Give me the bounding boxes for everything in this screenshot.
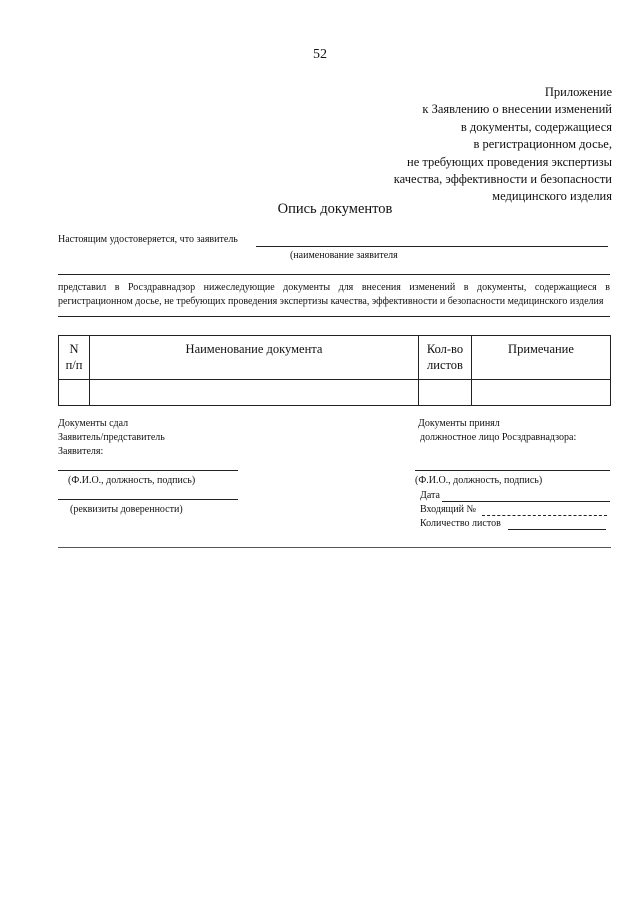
sheet-count-line	[508, 529, 606, 530]
official-label: должностное лицо Росздравнадзора:	[420, 432, 577, 443]
documents-table	[58, 335, 611, 406]
appendix-line: в регистрационном досье,	[473, 137, 612, 152]
certify-text: Настоящим удостоверяется, что заявитель	[58, 234, 238, 245]
appendix-line: в документы, содержащиеся	[460, 119, 612, 134]
applicant-name-line	[256, 246, 608, 247]
date-label: Дата	[420, 490, 440, 501]
appendix-line: медицинского изделия	[492, 189, 612, 204]
document-title: Опись документов	[277, 201, 393, 217]
power-of-attorney-line	[58, 499, 238, 500]
applicant-caption: (наименование заявителя	[290, 250, 398, 261]
submission-paragraph: представил в Росздравнадзор нижеследующие документы для внесения изменений в документы, содержащиеся в регистрационном досье, не требующих проведения экспертизы качества, эффективности и безопасности медицинского изделия	[58, 282, 610, 307]
header-document-name: Наименование документа	[90, 336, 419, 380]
cell-note	[472, 380, 611, 406]
power-of-attorney-caption: (реквизиты доверенности)	[70, 504, 183, 515]
date-line	[442, 501, 610, 502]
header-count-line1: Кол-во	[426, 342, 464, 356]
cell-sheet-count	[419, 380, 472, 406]
received-label: Документы принял	[418, 418, 500, 429]
header-count-line2: листов	[427, 358, 463, 372]
table-row	[59, 380, 611, 406]
header-number-line1: N	[69, 342, 79, 356]
appendix-line: не требующих проведения экспертизы	[407, 154, 612, 169]
right-fio-caption: (Ф.И.О., должность, подпись)	[415, 475, 543, 486]
submitted-label: Документы сдал	[58, 418, 129, 429]
incoming-number-line	[482, 515, 607, 516]
sheet-count-label: Количество листов	[420, 518, 501, 529]
cell-number	[59, 380, 90, 406]
left-signature-line	[58, 470, 238, 471]
right-signature-line	[415, 470, 610, 471]
cell-document-name	[90, 380, 419, 406]
applicant-label: Заявителя:	[58, 446, 104, 457]
appendix-line: к Заявлению о внесении изменений	[422, 102, 612, 117]
appendix-line: качества, эффективности и безопасности	[393, 172, 612, 187]
header-number-line2: п/п	[65, 358, 83, 372]
header-number	[59, 336, 90, 380]
header-note: Примечание	[472, 336, 611, 380]
incoming-number-label: Входящий №	[420, 504, 477, 515]
representative-label: Заявитель/представитель	[58, 432, 165, 443]
bottom-divider	[58, 547, 611, 548]
left-fio-caption: (Ф.И.О., должность, подпись)	[68, 475, 196, 486]
appendix-line: Приложение	[544, 85, 612, 99]
header-sheet-count	[419, 336, 472, 380]
appendix-header	[312, 84, 612, 206]
table-header-row	[59, 336, 611, 380]
applicant-name-line-2	[58, 274, 610, 275]
page-number: 52	[313, 47, 327, 62]
paragraph-underline	[58, 316, 610, 317]
